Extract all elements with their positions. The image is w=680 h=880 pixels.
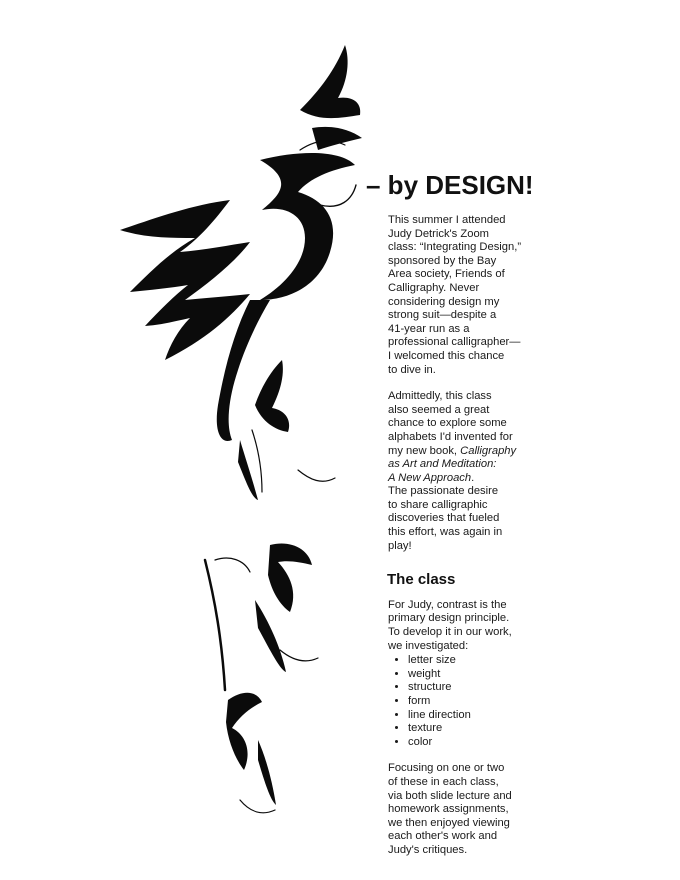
text-line: sponsored by the Bay	[388, 254, 497, 267]
text-line: each other's work and	[388, 830, 498, 843]
calligraphy-stroke	[300, 45, 360, 118]
second-paragraph	[388, 390, 520, 553]
list-item: • weight	[408, 668, 520, 682]
text-line	[388, 445, 520, 459]
calligraphy-stroke	[226, 693, 262, 770]
text-line: professional calligrapher—	[388, 336, 521, 349]
book-title: Calligraphy	[460, 444, 517, 457]
calligraphy-stroke	[312, 127, 362, 150]
text-line: 41-year run as a	[388, 322, 470, 335]
article-body	[388, 214, 520, 871]
text-line: Focusing on one or two	[388, 762, 505, 775]
book-title: A New Approach	[388, 471, 472, 484]
calligraphy-stroke	[260, 153, 355, 300]
list-item: • structure	[408, 681, 520, 695]
text-line: class: “Integrating Design,”	[388, 241, 522, 254]
text-line: discoveries that fueled	[388, 512, 500, 525]
page-title: – by DESIGN!	[366, 170, 534, 200]
calligraphy-hairline	[252, 430, 262, 492]
text-line: we investigated:	[388, 639, 469, 652]
text-line: This summer I attended	[388, 214, 506, 226]
list-item: • texture	[408, 722, 520, 736]
calligraphy-stroke	[255, 360, 289, 432]
list-item: • letter size	[408, 654, 520, 668]
calligraphy-hairline	[205, 560, 225, 690]
calligraphy-stroke	[268, 544, 312, 612]
calligraphy-stroke	[255, 600, 286, 672]
text-line: Judy's critiques.	[388, 843, 468, 856]
text-line: considering design my	[388, 295, 500, 308]
list-item: • color	[408, 736, 520, 750]
text-line: Area society, Friends of	[388, 268, 505, 281]
section-heading: The class	[387, 571, 456, 589]
contrast-list	[388, 654, 520, 749]
text-line: via both slide lecture and	[388, 789, 512, 802]
list-item: • line direction	[408, 709, 520, 723]
text-line: Judy Detrick's Zoom	[388, 227, 489, 240]
text-line: Calligraphy. Never	[388, 281, 480, 294]
text-line: also seemed a great	[388, 403, 490, 416]
text-line: we then enjoyed viewing	[388, 816, 510, 829]
calligraphy-hairline	[280, 650, 318, 661]
calligraphy-hairline	[320, 185, 356, 206]
text-line: homework assignments,	[388, 803, 509, 816]
text-line: primary design principle.	[388, 612, 510, 625]
calligraphy-hairline	[215, 558, 250, 572]
text-line: For Judy, contrast is the	[388, 598, 507, 611]
text-line: Admittedly, this class	[388, 390, 492, 403]
closing-paragraph	[388, 762, 520, 857]
text-line: play!	[388, 539, 412, 552]
intro-paragraph	[388, 214, 520, 377]
text-line: chance to explore some	[388, 417, 507, 430]
book-prefix: my new book,	[388, 444, 461, 457]
calligraphy-stroke	[217, 300, 270, 441]
text-line: to dive in.	[388, 363, 436, 376]
section-intro	[388, 599, 520, 653]
calligraphy-hairline	[298, 470, 335, 481]
book-title: as Art and Meditation:	[388, 458, 497, 471]
text-line: of these in each class,	[388, 775, 499, 788]
text-line: alphabets I'd invented for	[388, 430, 513, 443]
book-suffix: .	[471, 471, 475, 484]
text-line: strong suit—despite a	[388, 309, 497, 322]
text-line: To develop it in our work,	[388, 626, 512, 639]
text-line	[388, 472, 520, 486]
text-line: to share calligraphic	[388, 498, 488, 511]
calligraphy-stroke	[258, 740, 276, 805]
calligraphy-stroke	[238, 440, 258, 500]
list-item: • form	[408, 695, 520, 709]
calligraphy-hairline	[240, 800, 275, 813]
text-line: I welcomed this chance	[388, 349, 505, 362]
text-line: this effort, was again in	[388, 526, 503, 539]
text-line: The passionate desire	[388, 485, 499, 498]
calligraphy-stroke	[120, 200, 250, 360]
